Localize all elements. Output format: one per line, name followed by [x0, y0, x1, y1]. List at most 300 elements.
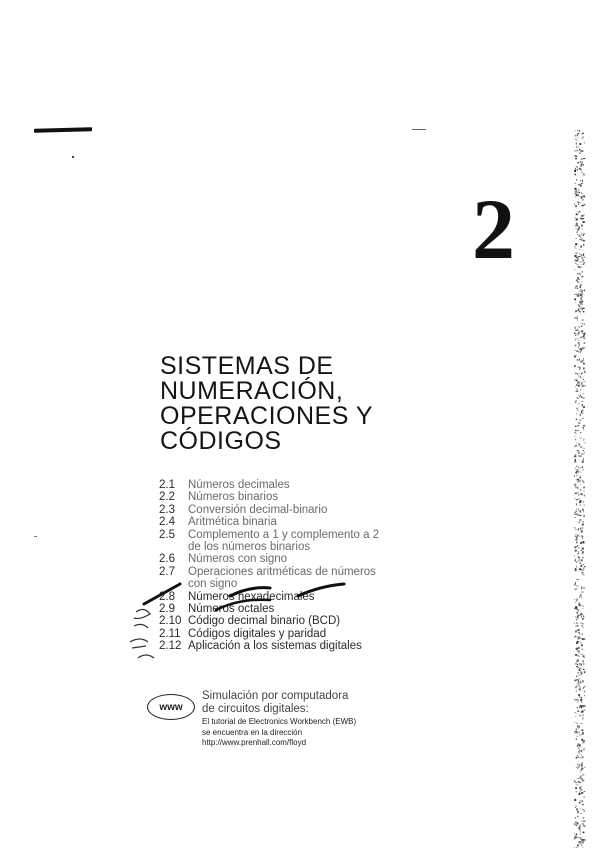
scan-grain [575, 731, 577, 732]
scan-grain [575, 205, 576, 207]
scan-grain [578, 212, 579, 214]
scan-grain [578, 615, 580, 617]
scan-grain [578, 551, 579, 553]
scan-grain [577, 450, 579, 451]
scan-grain [583, 639, 584, 640]
scan-grain [577, 702, 578, 703]
scan-grain [584, 175, 585, 176]
scan-grain [578, 586, 579, 587]
chapter-title-line: SISTEMAS DE [160, 352, 334, 380]
scan-grain [576, 685, 578, 686]
scan-grain [576, 190, 577, 192]
scan-grain [584, 705, 586, 707]
scan-grain [574, 833, 575, 835]
scan-grain [575, 836, 576, 837]
scan-grain [578, 194, 579, 196]
scan-grain [582, 480, 583, 481]
chapter-title-line: NUMERACIÓN, [160, 377, 344, 405]
scan-grain [583, 425, 585, 427]
scan-grain [579, 340, 581, 341]
scan-grain [583, 164, 584, 165]
scan-grain [577, 664, 578, 665]
scan-grain [582, 308, 584, 309]
scan-grain [576, 666, 578, 667]
scan-grain [575, 260, 577, 262]
scan-grain [578, 391, 579, 392]
scan-grain [581, 264, 582, 265]
scan-grain [579, 467, 581, 468]
scan-grain [583, 254, 584, 256]
scan-grain [582, 233, 583, 234]
scan-grain [578, 610, 579, 612]
scan-grain [576, 686, 577, 688]
scan-grain [580, 489, 581, 491]
scan-grain [581, 169, 582, 171]
scan-grain [576, 466, 577, 467]
scan-grain [578, 309, 579, 310]
scan-grain [582, 548, 584, 550]
scan-grain [580, 413, 581, 414]
scan-grain [575, 582, 576, 584]
scan-grain [580, 813, 582, 814]
scan-grain [575, 455, 577, 457]
scan-grain [580, 542, 582, 544]
scan-grain [578, 403, 579, 404]
scan-grain [574, 799, 576, 801]
scan-grain [583, 311, 585, 312]
scan-grain [576, 194, 578, 196]
scan-grain [581, 277, 582, 278]
scan-grain [576, 809, 578, 811]
scan-grain [583, 158, 585, 159]
web-resource-note [202, 690, 402, 749]
scan-grain [581, 401, 583, 402]
scan-grain [578, 752, 580, 753]
scan-speck [72, 156, 74, 158]
scan-grain [576, 142, 577, 144]
section-item [159, 553, 409, 565]
scan-grain [576, 723, 578, 724]
scan-grain [583, 588, 585, 589]
scan-grain [579, 306, 580, 307]
scan-grain [581, 701, 582, 703]
pen-tick-mark [130, 639, 148, 648]
scan-grain [576, 238, 577, 239]
scan-grain [581, 569, 583, 570]
scan-grain [578, 761, 579, 762]
scan-grain [575, 602, 576, 604]
scan-grain [576, 318, 578, 319]
scan-grain [582, 255, 583, 256]
scan-grain [580, 481, 581, 482]
scan-grain [575, 821, 576, 823]
scan-grain [578, 508, 579, 510]
scan-grain [574, 380, 576, 381]
scan-grain [581, 254, 582, 256]
scan-grain [577, 134, 578, 136]
scan-grain [580, 266, 582, 267]
section-item [159, 529, 409, 541]
scan-grain [581, 378, 582, 379]
scan-grain [580, 700, 581, 701]
scan-grain [582, 536, 583, 537]
scan-grain [576, 156, 578, 157]
scan-grain [577, 430, 579, 431]
scan-grain [577, 282, 579, 283]
scan-grain [583, 174, 585, 176]
scan-grain [582, 323, 583, 324]
scan-grain [583, 717, 584, 718]
scan-grain [581, 665, 583, 666]
scan-grain [582, 475, 583, 476]
scan-grain [576, 479, 577, 480]
scan-grain [581, 220, 583, 221]
scan-grain [577, 784, 578, 786]
scan-grain [582, 780, 584, 781]
scan-grain [582, 218, 584, 219]
scan-grain [583, 458, 584, 460]
section-number: 2.1 [159, 479, 175, 491]
scan-grain [576, 414, 577, 415]
scan-grain [575, 310, 577, 312]
scan-grain [582, 494, 583, 496]
scan-grain [582, 205, 584, 207]
scan-grain [579, 239, 581, 240]
scan-grain [577, 568, 578, 569]
scan-grain [584, 323, 585, 325]
scan-grain [584, 691, 586, 693]
scan-grain [583, 334, 585, 336]
scan-grain [580, 681, 581, 682]
scan-grain [580, 775, 582, 777]
web-note-line: El tutorial de Electronics Workbench (EWB) [202, 717, 357, 726]
scan-grain [584, 810, 585, 812]
scan-grain [581, 559, 583, 561]
scan-grain [579, 687, 580, 688]
scan-grain [576, 537, 577, 539]
scan-grain [583, 363, 584, 365]
scan-grain [583, 453, 584, 454]
scan-grain [582, 633, 583, 635]
scan-grain [579, 130, 580, 132]
scan-grain [578, 638, 580, 639]
scan-grain [581, 592, 582, 593]
section-number: 2.10 [159, 615, 182, 628]
scan-grain [580, 844, 582, 845]
scan-grain [580, 505, 581, 506]
scan-grain [576, 699, 578, 700]
scan-grain [581, 821, 582, 822]
scan-grain [584, 566, 585, 567]
scan-grain [580, 480, 581, 481]
scan-grain [580, 613, 581, 614]
scan-grain [578, 553, 580, 554]
scan-grain [576, 486, 577, 488]
scan-grain [582, 527, 583, 528]
scan-grain [582, 271, 583, 273]
scan-grain [578, 647, 579, 648]
scan-grain [582, 756, 583, 758]
scan-grain [574, 780, 575, 782]
scan-grain [577, 755, 578, 756]
scan-grain [581, 484, 582, 486]
scan-grain [577, 288, 579, 289]
scan-grain [575, 345, 577, 347]
scan-grain [581, 674, 582, 675]
scan-grain [582, 739, 584, 741]
scan-grain [581, 453, 582, 455]
scan-grain [576, 757, 577, 758]
scan-grain [582, 413, 583, 414]
scan-grain [577, 612, 578, 613]
scan-grain [583, 825, 585, 827]
scan-grain [578, 656, 580, 657]
scan-grain [584, 791, 586, 792]
scan-grain [580, 432, 581, 433]
scan-grain [577, 279, 578, 280]
scan-grain [582, 800, 583, 801]
scan-grain [580, 809, 581, 810]
scan-grain [575, 530, 577, 531]
scan-grain [581, 163, 583, 164]
scan-grain [579, 674, 580, 675]
scan-grain [576, 166, 578, 168]
scan-grain [576, 648, 578, 650]
scan-grain [580, 389, 581, 390]
scan-grain [582, 281, 583, 282]
scan-grain [576, 338, 577, 339]
scan-grain [574, 513, 576, 515]
scan-grain [575, 468, 576, 470]
scan-grain [581, 411, 582, 413]
scan-grain [577, 316, 578, 318]
section-title: Código decimal binario (BCD) [188, 615, 341, 628]
scan-grain [575, 625, 577, 626]
scan-grain [581, 296, 582, 298]
scan-grain [574, 294, 576, 295]
section-item [159, 491, 409, 503]
scan-grain [574, 366, 576, 367]
scan-grain [583, 469, 585, 470]
scan-grain [578, 604, 580, 606]
scan-grain [580, 500, 582, 502]
section-title: Números decimales [188, 479, 290, 491]
section-number: 2.2 [159, 491, 175, 504]
chapter-title-line: OPERACIONES Y [160, 402, 374, 430]
scan-grain [577, 258, 579, 260]
scan-grain [577, 672, 579, 673]
scan-grain [584, 686, 586, 687]
section-title: Aritmética binaria [188, 516, 277, 529]
scan-grain [575, 193, 576, 195]
scan-grain [584, 452, 585, 454]
scan-grain [579, 301, 581, 303]
scan-grain [582, 541, 584, 543]
scan-grain [575, 445, 577, 447]
scan-grain [578, 781, 580, 783]
scan-grain [577, 588, 578, 589]
scan-grain [576, 384, 577, 386]
scan-grain [574, 189, 575, 190]
scan-grain [583, 397, 585, 399]
scan-grain [580, 671, 582, 673]
scan-grain [578, 629, 580, 631]
scan-grain [581, 172, 582, 174]
scan-grain [576, 193, 577, 194]
scan-speck [412, 129, 426, 130]
scan-grain [583, 501, 584, 503]
scan-grain [576, 408, 578, 409]
scan-grain [583, 775, 585, 776]
scan-grain [579, 726, 580, 728]
scan-grain [582, 199, 584, 200]
scan-grain [577, 617, 579, 619]
scan-grain [584, 381, 586, 382]
scan-grain [578, 727, 579, 729]
scan-grain [574, 608, 575, 609]
scan-grain [582, 257, 583, 258]
section-title: Conversión decimal-binario [188, 503, 328, 516]
scan-grain [577, 320, 578, 321]
scan-grain [582, 229, 583, 230]
scan-grain [574, 247, 576, 248]
scan-grain [581, 239, 583, 241]
scan-grain [583, 797, 585, 798]
scan-grain [579, 750, 580, 751]
scan-grain [579, 663, 580, 665]
scan-grain [581, 493, 583, 495]
scan-grain [576, 294, 577, 296]
scan-grain [581, 531, 582, 533]
section-title: con signo [188, 578, 238, 591]
scan-grain [582, 614, 583, 615]
scan-grain [578, 471, 579, 472]
scan-grain [577, 736, 578, 737]
scan-grain [575, 787, 577, 789]
scan-grain [574, 823, 575, 825]
scan-grain [582, 747, 583, 748]
scanned-page-edge [572, 128, 586, 848]
scan-grain [578, 410, 579, 411]
scan-grain [577, 616, 578, 617]
scan-grain [581, 754, 582, 756]
scan-grain [578, 467, 579, 468]
scan-grain [579, 559, 580, 560]
scan-grain [579, 445, 580, 446]
scan-grain [584, 342, 585, 343]
scan-grain [581, 158, 582, 159]
scan-grain [576, 729, 577, 731]
scan-grain [575, 263, 577, 264]
scan-grain [575, 817, 576, 819]
scan-grain [581, 697, 582, 699]
scan-grain [577, 763, 578, 765]
scan-grain [575, 569, 577, 571]
scan-grain [580, 286, 582, 288]
scan-grain [584, 491, 585, 492]
scan-grain [578, 680, 579, 682]
section-number: 2.12 [159, 640, 182, 653]
scan-grain [582, 150, 583, 152]
scan-grain [578, 331, 579, 332]
scan-grain [579, 606, 580, 607]
scan-grain [581, 663, 582, 664]
scan-grain [577, 373, 578, 375]
scan-grain [583, 264, 584, 265]
scan-grain [577, 822, 579, 824]
scan-grain [583, 626, 584, 628]
scan-grain [581, 649, 583, 650]
scan-grain [580, 367, 582, 369]
scan-grain [582, 294, 583, 295]
scan-grain [580, 699, 582, 701]
scan-grain [577, 608, 578, 610]
scan-grain [576, 539, 578, 541]
scan-grain [579, 253, 580, 254]
scan-grain [581, 792, 583, 794]
scan-grain [582, 729, 584, 731]
scan-grain [580, 653, 581, 654]
scan-grain [579, 149, 580, 151]
section-title: de los números binarios [188, 541, 311, 554]
scan-grain [583, 663, 584, 665]
scan-grain [576, 806, 577, 807]
scan-grain [574, 599, 575, 600]
scan-grain [576, 147, 578, 148]
scan-grain [574, 299, 576, 301]
scan-grain [577, 707, 578, 708]
scan-grain [580, 438, 582, 439]
scan-grain [582, 461, 584, 463]
scan-grain [575, 340, 576, 341]
scan-grain [581, 541, 582, 542]
scan-grain [578, 684, 579, 686]
scan-grain [582, 572, 584, 574]
scan-grain [578, 199, 579, 200]
scan-grain [579, 732, 580, 733]
scan-grain [583, 817, 585, 819]
scan-grain [580, 313, 581, 314]
scan-grain [578, 333, 580, 334]
scan-grain [580, 295, 582, 296]
scan-grain [584, 347, 586, 348]
scan-grain [582, 605, 584, 606]
chapter-title-line: CÓDIGOS [160, 427, 282, 455]
scan-grain [578, 700, 579, 702]
scan-grain [577, 811, 579, 813]
scan-grain [583, 429, 584, 430]
scan-grain [580, 446, 582, 448]
scan-grain [580, 284, 581, 286]
scan-grain [575, 454, 576, 455]
scan-grain [583, 360, 584, 362]
scan-grain [580, 456, 582, 457]
scan-grain [580, 833, 581, 834]
scan-grain [584, 505, 585, 506]
scan-grain [581, 234, 582, 235]
scan-grain [580, 166, 582, 167]
scan-grain [578, 343, 579, 345]
section-item [159, 516, 409, 528]
scan-grain [583, 687, 584, 689]
scan-grain [575, 517, 576, 518]
scan-grain [577, 778, 579, 779]
scan-grain [576, 389, 577, 390]
section-title: Complemento a 1 y complemento a 2 [188, 528, 380, 541]
scan-grain [580, 838, 582, 840]
scan-grain [575, 536, 577, 537]
scan-grain [581, 349, 582, 351]
